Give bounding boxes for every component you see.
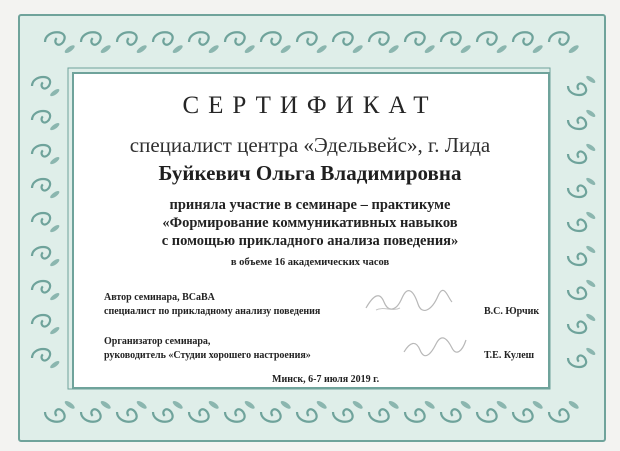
ornament-swirl [477, 400, 508, 422]
ornament-swirl [189, 400, 220, 422]
hours-line: в объеме 16 академических часов [230, 257, 390, 268]
ornament-swirl [81, 400, 112, 422]
ornament-swirl [32, 315, 60, 335]
ornament-swirl [513, 32, 544, 54]
ornament-swirl [333, 32, 364, 54]
organizer-name: Т.Е. Кулеш [484, 350, 535, 361]
ornament-swirl [261, 32, 292, 54]
ornament-swirl [568, 279, 596, 299]
certificate-subtitle: специалист центра «Эдельвейс», г. Лида [129, 133, 491, 157]
ornament-swirl [189, 32, 220, 54]
ornament-swirl [117, 400, 148, 422]
ornament-swirl [405, 32, 436, 54]
place-date: Минск, 6-7 июля 2019 г. [272, 374, 380, 385]
ornament-swirl [369, 32, 400, 54]
ornament-swirl [568, 347, 596, 367]
ornament-swirl [477, 32, 508, 54]
ornament-swirl [117, 32, 148, 54]
ornament-swirl [405, 400, 436, 422]
author-signature [362, 288, 454, 316]
ornament-swirl [261, 400, 292, 422]
ornament-swirl [32, 281, 60, 301]
organizer-role: руководитель «Студии хорошего настроения» [104, 350, 311, 361]
ornament-swirl [45, 400, 76, 422]
ornament-swirl [225, 400, 256, 422]
ornament-swirl [297, 400, 328, 422]
ornament-swirl [441, 32, 472, 54]
ornament-swirl [549, 32, 580, 54]
ornament-swirl [81, 32, 112, 54]
organizer-signature [400, 334, 470, 360]
ornament-swirl [369, 400, 400, 422]
recipient-name: Буйкевич Ольга Владимировна [158, 161, 462, 185]
ornament-swirl [568, 313, 596, 333]
statement-line-1: приняла участие в семинаре – практикуме [169, 197, 451, 213]
ornament-swirl [153, 32, 184, 54]
certificate-title: СЕРТИФИКАТ [182, 92, 438, 119]
author-title: Автор семинара, BCaBA [104, 292, 215, 303]
ornament-swirl [45, 32, 76, 54]
ornament-swirl [153, 400, 184, 422]
ornament-swirl [225, 32, 256, 54]
ornament-swirl [32, 349, 60, 369]
statement-line-2: «Формирование коммуникативных навыков [162, 215, 458, 231]
statement-line-3: с помощью прикладного анализа поведения» [161, 233, 459, 249]
ornament-swirl [333, 400, 364, 422]
author-name: В.С. Юрчик [484, 306, 540, 317]
ornament-swirl [549, 400, 580, 422]
author-role: специалист по прикладному анализу поведения [104, 306, 321, 317]
ornament-swirl [297, 32, 328, 54]
organizer-title: Организатор семинара, [104, 336, 211, 347]
ornament-swirl [441, 400, 472, 422]
ornament-swirl [513, 400, 544, 422]
